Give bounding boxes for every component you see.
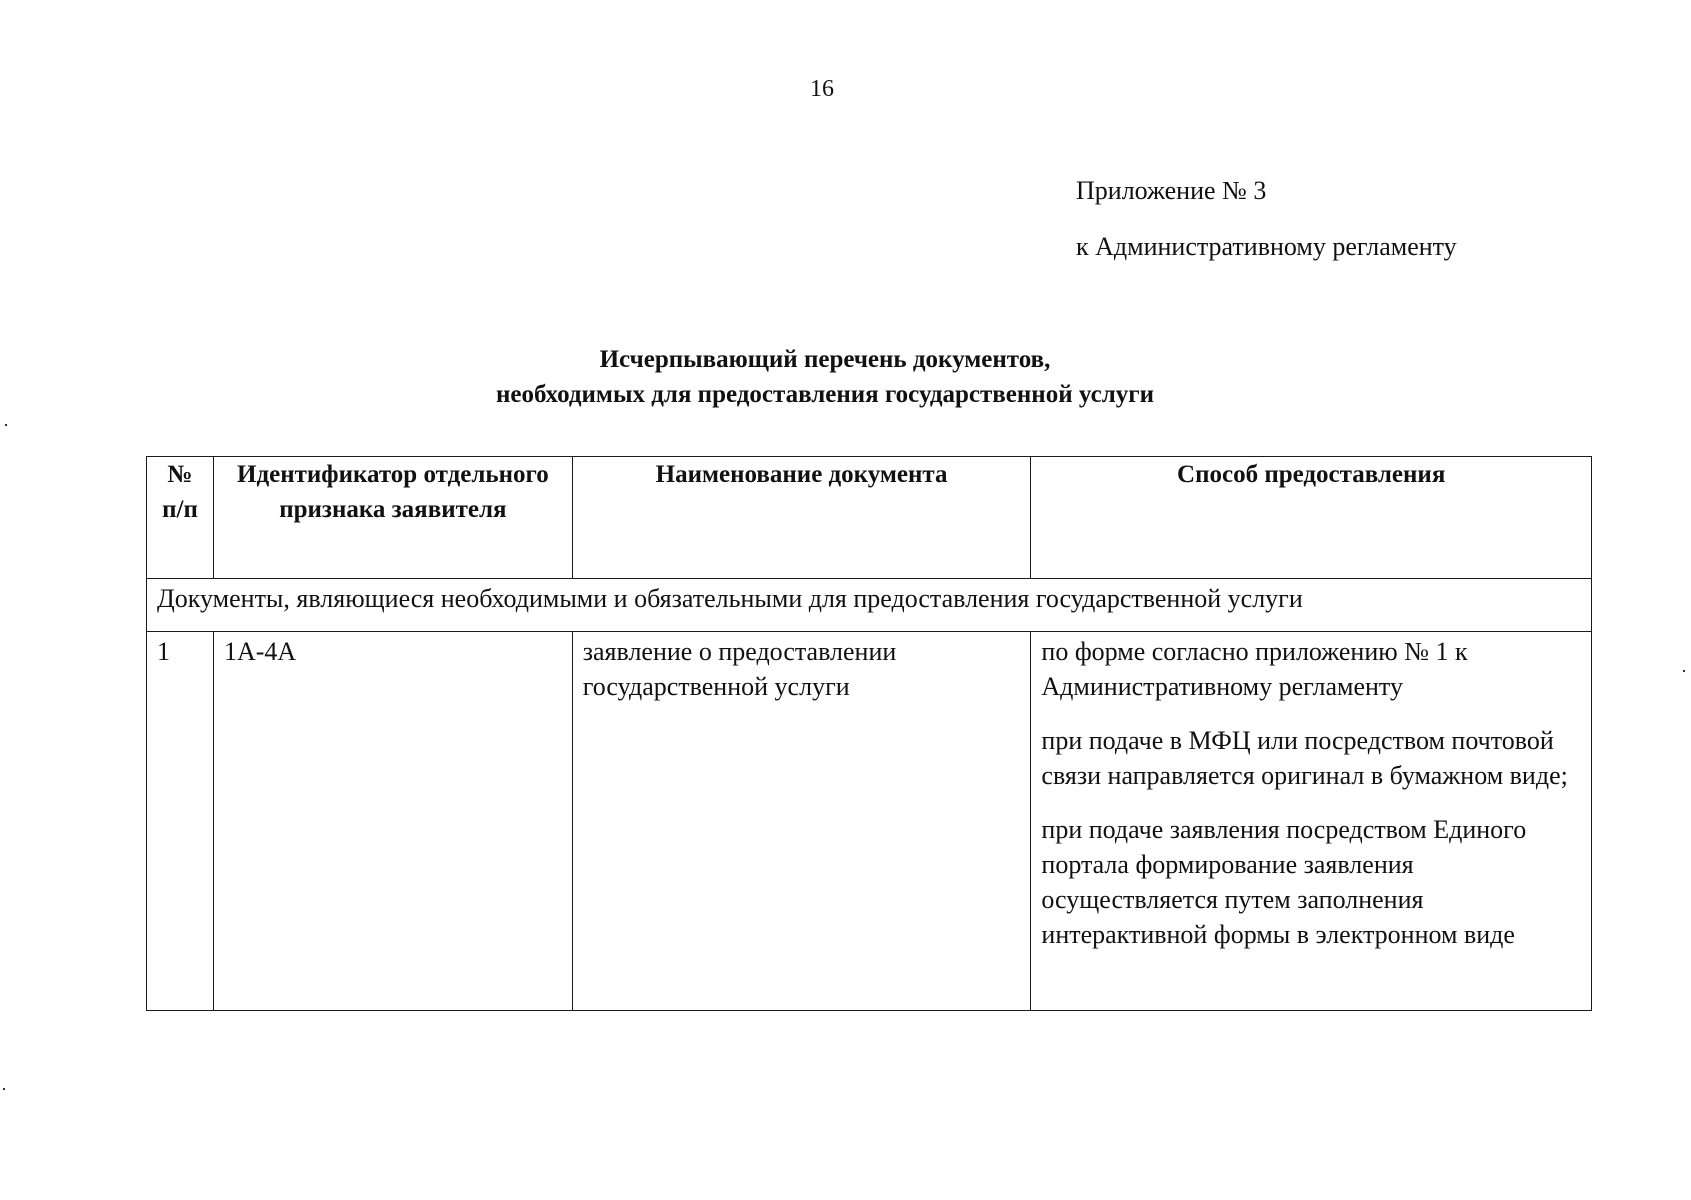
- method-paragraph: при подаче в МФЦ или посредством почтовой связи направляется оригинал в бумажном виде;: [1041, 726, 1568, 790]
- row-identifier: 1А-4А: [213, 632, 572, 1011]
- appendix-reference: [1076, 178, 1457, 260]
- scan-dot: [1683, 670, 1685, 672]
- header-identifier: Идентификатор отдельного признака заявителя: [213, 457, 572, 579]
- documents-table: [146, 456, 1592, 1011]
- scan-dot: [3, 1088, 5, 1090]
- row-method: [1031, 632, 1592, 1011]
- header-document-name: Наименование документа: [572, 457, 1031, 579]
- scan-dot: [5, 424, 7, 426]
- table-row: [147, 632, 1592, 1011]
- method-paragraph: при подаче заявления посредством Единого портала формирование заявления осуществляется путем заполнения интерактивной формы в электронном виде: [1041, 815, 1527, 949]
- header-num: № п/п: [147, 457, 214, 579]
- method-paragraph: по форме согласно приложению № 1 к Административному регламенту: [1041, 637, 1468, 701]
- section-row: [147, 579, 1592, 632]
- document-title: [0, 342, 1650, 412]
- title-line-2: необходимых для предоставления государственной услуги: [496, 381, 1154, 408]
- section-label: Документы, являющиеся необходимыми и обязательными для предоставления государственной услуги: [147, 579, 1592, 632]
- appendix-number: Приложение № 3: [1076, 176, 1267, 205]
- row-document-name: заявление о предоставлении государственной услуги: [572, 632, 1031, 1011]
- page-number: 16: [810, 76, 834, 102]
- appendix-target: к Административному регламенту: [1076, 232, 1457, 261]
- table-header-row: [147, 457, 1592, 579]
- row-num: 1: [147, 632, 214, 1011]
- header-method: Способ предоставления: [1031, 457, 1592, 579]
- title-line-1: Исчерпывающий перечень документов,: [599, 346, 1051, 373]
